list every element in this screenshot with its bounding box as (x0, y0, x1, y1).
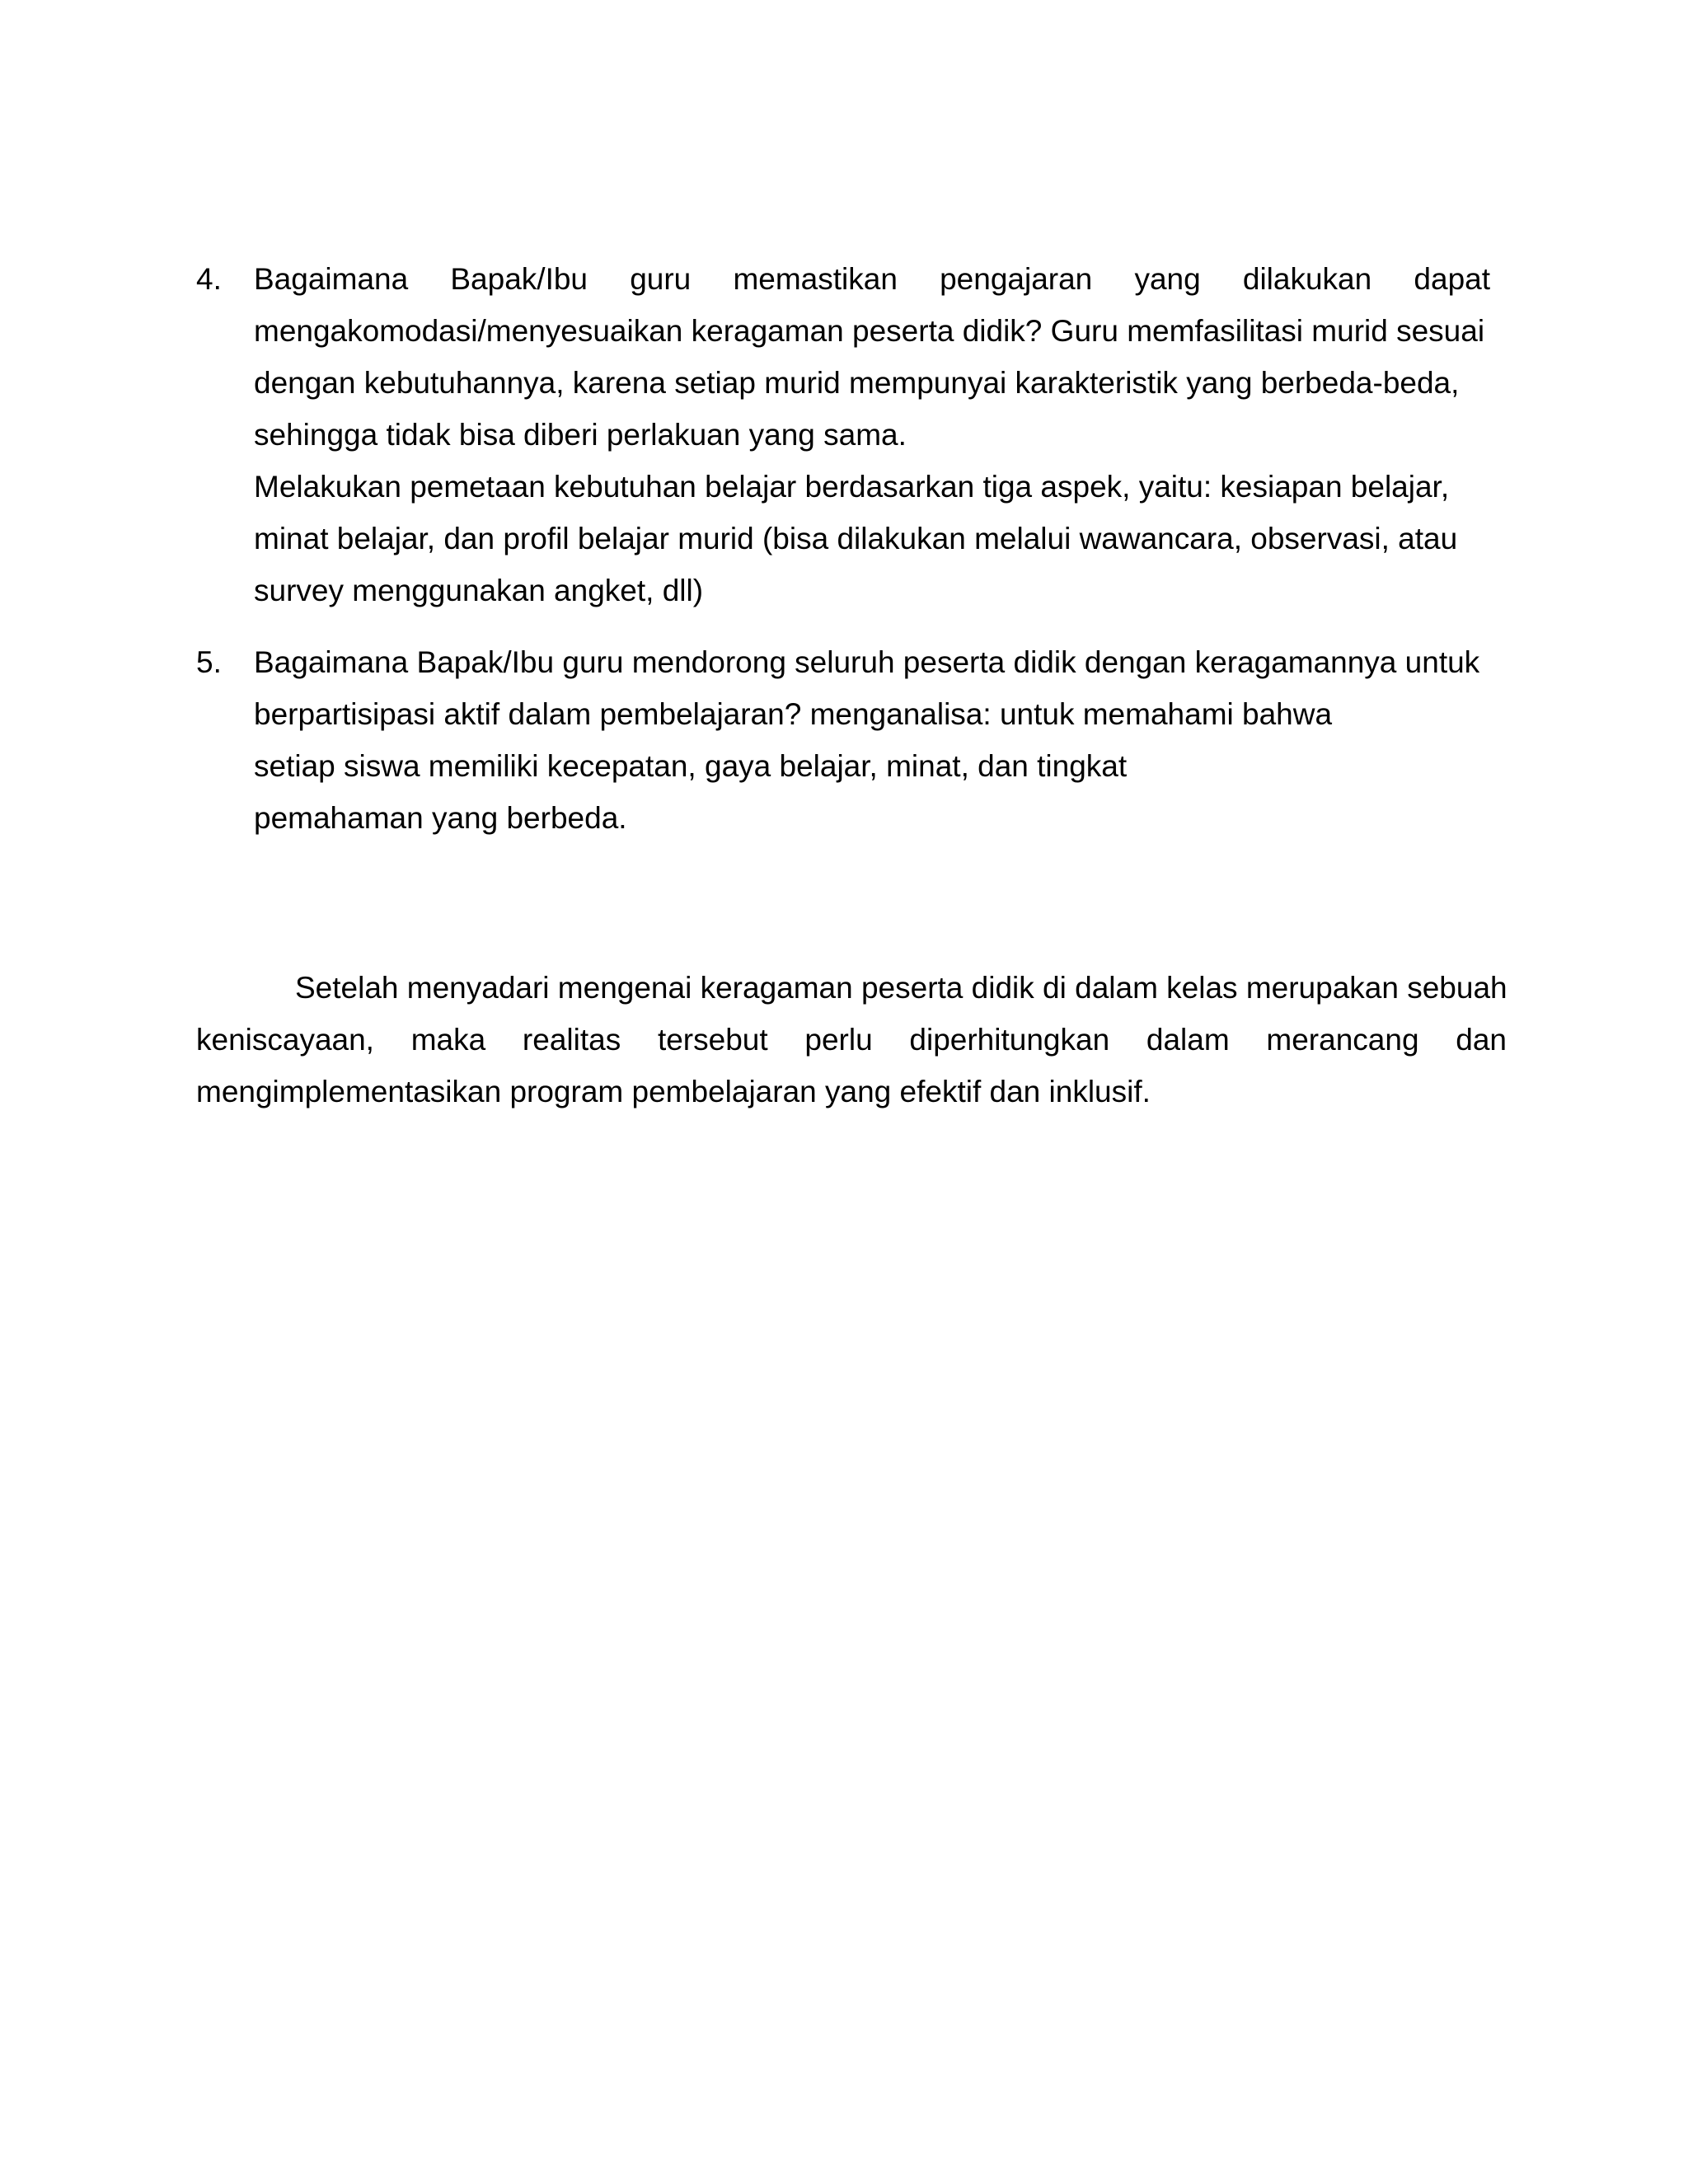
text-line: pemahaman yang berbeda. (254, 801, 627, 835)
item-number: 4. (196, 262, 222, 296)
text-line: keniscayaan, maka realitas tersebut perlu diperhitungkan dalam merancang dan (196, 1023, 1507, 1057)
text-line: Bagaimana Bapak/Ibu guru memastikan pengajaran yang dilakukan dapat (254, 262, 1490, 296)
text-line: setiap siswa memiliki kecepatan, gaya belajar, minat, dan tingkat (254, 749, 1128, 783)
question-item-5 (196, 636, 1490, 844)
text-line: Setelah menyadari mengenai keragaman peserta didik di dalam kelas merupakan sebuah (295, 971, 1507, 1005)
question-list (196, 253, 1490, 844)
question-item-4 (196, 253, 1490, 616)
text-line: survey menggunakan angket, dll) (254, 574, 704, 607)
item-number: 5. (196, 645, 222, 679)
text-line: Melakukan pemetaan kebutuhan belajar berdasarkan tiga aspek, yaitu: kesiapan belajar, (254, 470, 1450, 504)
text-line: mengakomodasi/menyesuaikan keragaman peserta didik? Guru memfasilitasi murid sesuai (254, 314, 1485, 348)
text-line: dengan kebutuhannya, karena setiap murid mempunyai karakteristik yang berbeda-beda, (254, 366, 1460, 400)
text-line: mengimplementasikan program pembelajaran yang efektif dan inklusif. (196, 1075, 1151, 1108)
text-line: sehingga tidak bisa diberi perlakuan yang sama. (254, 418, 907, 452)
text-line: berpartisipasi aktif dalam pembelajaran? menganalisa: untuk memahami bahwa (254, 697, 1333, 731)
text-line: Bagaimana Bapak/Ibu guru mendorong seluruh peserta didik dengan keragamannya untuk (254, 645, 1480, 679)
closing-paragraph (196, 962, 1507, 1118)
text-line: minat belajar, dan profil belajar murid (bisa dilakukan melalui wawancara, observasi, atau (254, 522, 1458, 555)
